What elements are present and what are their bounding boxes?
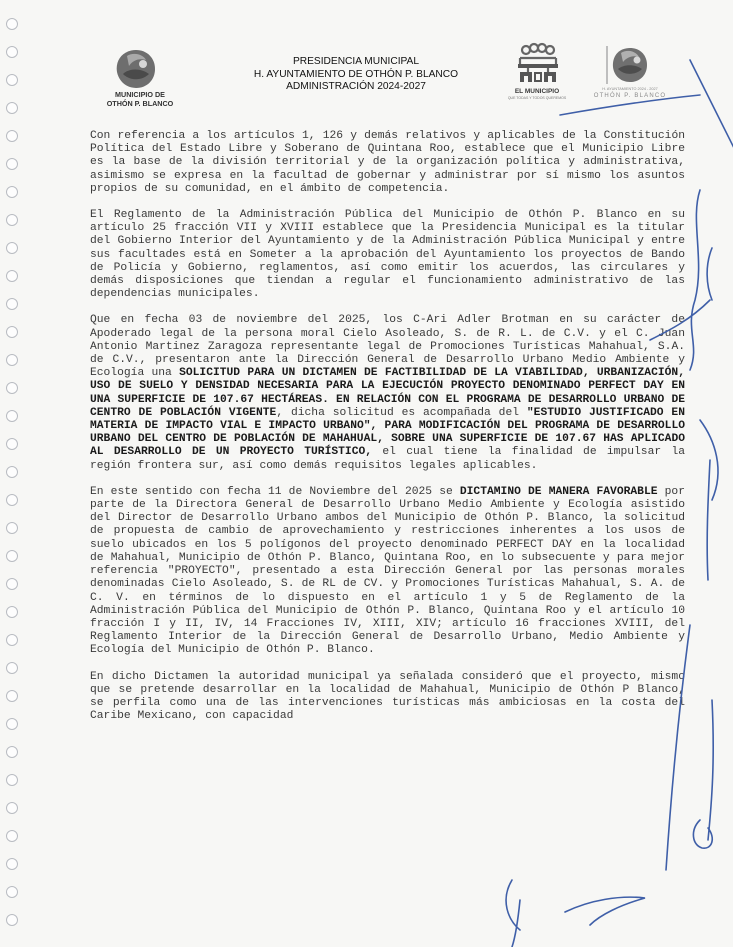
body-paragraph xyxy=(90,130,685,196)
body-paragraph xyxy=(90,209,685,301)
ayuntamiento-caption: OTHÓN P. BLANCO xyxy=(593,93,667,99)
ayuntamiento-caption-small: H. AYUNTAMIENTO 2024 - 2027 xyxy=(602,87,658,91)
binder-holes xyxy=(6,18,24,938)
ayuntamiento-logo-icon xyxy=(606,46,652,84)
text-run: Con referencia a los artículos 1, 126 y demás relativos y aplicables de la Constitución Política del Estado Libre y Soberano de Quintana Roo, establece que el Municipio Libre es la base de la división territorial y de la organización política y administrativa, asimismo se expresa en la facultad de gobernar y administrar por sí mismo los asuntos propios de su comunidad, en el ámbito de competencia. xyxy=(90,130,685,195)
text-run: Que en fecha 03 de noviembre del 2025, los C-Ari Adler Brotman en su carácter de Apoderado legal de la persona moral Cielo Asoleado, S. de R. L. de C.V. y el C. Juan Antonio Martinez Zaragoza representante legal de Promociones Turísticas Mahahual, S.A. de C.V., presentaron ante la Dirección General de Desarrollo Urbano Medio Ambiente y Ecología una xyxy=(90,314,685,380)
text-run: En dicho Dictamen la autoridad municipal ya señalada consideró que el proyecto, mismo que se pretende desarrollar en la localidad de Mahahual, Municipio de Othón P Blanco, se perfila como una de las intervenciones turísticas más ambiciosas en la costa del Caribe Mexicano, con capacidad xyxy=(90,670,685,723)
letterhead xyxy=(0,40,733,115)
bold-text-run: "ESTUDIO JUSTIFICADO EN MATERIA DE IMPACTO VIAL E IMPACTO URBANO", PARA MODIFICACIÓN DEL PROGRAMA DE DESARROLLO URBANO DEL CENTRO DE POBLACIÓN DE MAHAHUAL, SOBRE UNA SUPERFICIE DE 107.67 HAS APLICADO AL DESARROLLO DE UN PROYECTO TURÍSTICO, xyxy=(90,406,685,459)
document-body xyxy=(90,130,685,736)
pen-line xyxy=(707,248,712,300)
title-line: PRESIDENCIA MUNICIPAL xyxy=(292,56,420,67)
letterhead-title xyxy=(220,56,492,94)
title-line: ADMINISTRACIÓN 2024-2027 xyxy=(286,81,426,92)
municipio-caption-line: OTHÓN P. BLANCO xyxy=(106,99,174,108)
pen-line xyxy=(565,897,645,925)
text-run: el cual tiene la finalidad de impulsar la región frontera sur, así como demás requisitos legales aplicables. xyxy=(90,446,686,472)
municipio-caption-line: MUNICIPIO DE xyxy=(115,90,165,99)
pen-line xyxy=(506,880,520,947)
municipio-caption xyxy=(98,90,182,108)
bold-text-run: DICTAMINO DE MANERA FAVORABLE xyxy=(459,485,658,498)
pen-line xyxy=(708,700,713,840)
text-run: , dicha solicitud es acompañada del xyxy=(276,406,527,419)
body-paragraph xyxy=(90,486,685,658)
bold-text-run: SOLICITUD PARA UN DICTAMEN DE FACTIBILIDAD DE LA VIABILIDAD, URBANIZACIÓN, USO DE SUELO Y DENSIDAD NECESARIA PARA LA EJECUCIÓN PROYECTO DENOMINADO PERFECT DAY EN UNA SUPERFICIE DE 107.67 HECTÁREAS. EN RELACIÓN CON EL PROGRAMA DE DESARROLLO URBANO DE CENTRO DE POBLACIÓN VIGENTE xyxy=(90,367,685,419)
body-paragraph xyxy=(90,671,685,724)
pen-line xyxy=(690,190,700,370)
pen-line xyxy=(693,820,712,848)
pen-line xyxy=(700,420,718,500)
text-run: por parte de la Directora General de Desarrollo Urbano Medio Ambiente y Ecología asistido del Director de Desarrollo Urbano ambos del Municipio de Othón P. Blanco, la solicitud de propuesta de cambio de aprovechamiento y restricciones inherentes a los usos de suelo ubicados en los 5 polígonos del proyecto denominado PERFECT DAY en la localidad de Mahahual, Municipio de Othón P. Blanco, Quintana Roo, en lo subsecuente y para mejor referencia "PROYECTO", presentado a esta Dirección General por las personas morales denominadas Cielo Asoleado, S. de RL de CV. y Promociones Turísticas Mahahual, S. A. de C. V. en términos de lo dispuesto en el artículo 1 y 5 de Reglamento de la Administración Pública del Municipio de Othón P. Blanco, Quintana Roo y el artículo 10 fracción I y II, IV, 14 Fracciones IV, XIII, XIV; artículo 16 fracciones XVIII, del Reglamento Interior de la Dirección General de Desarrollo Urbano, Medio Ambiente y Ecología del Municipio de Othón P. Blanco. xyxy=(90,485,685,657)
el-municipio-logo-icon xyxy=(510,42,566,94)
el-municipio-subcaption: QUE TODAS Y TODOS QUEREMOS xyxy=(507,96,567,100)
text-run: En este sentido con fecha 11 de Noviembre del 2025 se xyxy=(90,485,460,498)
title-line: H. AYUNTAMIENTO DE OTHÓN P. BLANCO xyxy=(253,68,459,80)
municipio-logo-icon xyxy=(113,48,159,90)
body-paragraph xyxy=(90,314,685,472)
el-municipio-caption: EL MUNICIPIO xyxy=(514,88,560,95)
pen-line xyxy=(707,460,710,580)
text-run: El Reglamento de la Administración Pública del Municipio de Othón P. Blanco en su artículo 25 fracción VII y XVIII establece que la Presidencia Municipal es la titular del Gobierno Interior del Ayuntamiento y de la Administración Pública Municipal y entre sus facultades está en Someter a la aprobación del Ayuntamiento los proyectos de Bando de Policía y Gobierno, reglamentos, así como emitir los acuerdos, las circulares y demás disposiciones que tiendan a regular el funcionamiento administrativo de las dependencias municipales. xyxy=(90,209,685,301)
